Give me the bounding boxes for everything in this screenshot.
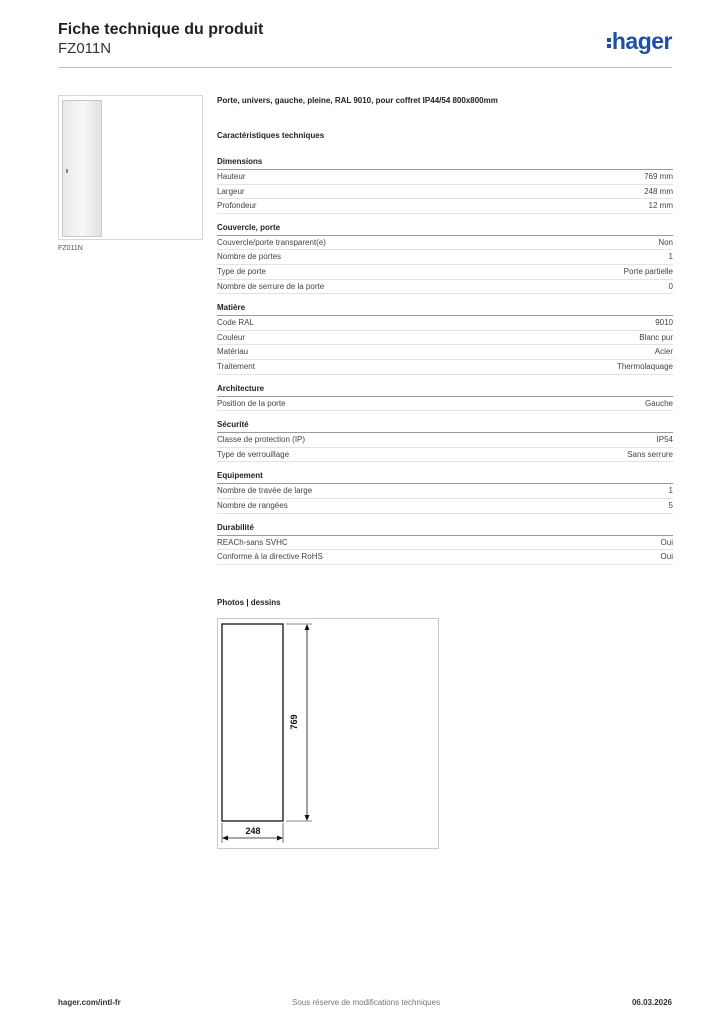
spec-group-title: Architecture <box>217 381 673 397</box>
spec-row <box>217 250 673 265</box>
width-label: 248 <box>245 826 261 836</box>
spec-value: 1 <box>668 486 673 496</box>
spec-value: 769 mm <box>644 172 673 181</box>
spec-group-title: Equipement <box>217 468 673 484</box>
product-thumbnail <box>58 95 203 240</box>
height-label: 769 <box>289 714 299 730</box>
spec-value: Oui <box>660 552 673 562</box>
spec-value: 5 <box>668 500 673 510</box>
door-image <box>62 100 102 237</box>
arrow-left-icon <box>222 836 228 841</box>
footer-website: hager.com/intl-fr <box>58 998 121 1007</box>
spec-label: Matériau <box>217 347 249 357</box>
spec-label: Traitement <box>217 361 255 371</box>
spec-value: 12 mm <box>648 201 673 211</box>
header-divider <box>58 67 672 68</box>
spec-group <box>217 468 673 513</box>
spec-row <box>217 360 673 375</box>
spec-group-title: Durabilité <box>217 520 673 536</box>
footer-notice: Sous réserve de modifications techniques <box>292 998 441 1007</box>
spec-value: 248 mm <box>644 186 673 196</box>
dimension-drawing <box>217 618 439 849</box>
spec-group-title: Sécurité <box>217 417 673 433</box>
spec-label: Type de porte <box>217 266 266 276</box>
spec-row <box>217 265 673 280</box>
spec-group <box>217 220 673 294</box>
spec-label: Nombre de portes <box>217 252 282 262</box>
spec-label: Largeur <box>217 186 245 196</box>
product-reference: FZ011N <box>58 40 112 57</box>
spec-row <box>217 236 673 251</box>
photos-title: Photos | dessins <box>217 598 281 607</box>
spec-label: REACh-sans SVHC <box>217 537 288 547</box>
product-description: Porte, univers, gauche, pleine, RAL 9010, pour coffret IP44/54 800x800mm <box>217 96 498 105</box>
door-outline <box>222 624 283 821</box>
spec-row <box>217 331 673 346</box>
spec-value: Porte partielle <box>623 266 673 276</box>
spec-table <box>217 154 673 571</box>
arrow-up-icon <box>305 624 310 630</box>
spec-label: Nombre de travée de large <box>217 486 313 496</box>
spec-value: Non <box>658 237 673 247</box>
spec-value: 0 <box>668 281 673 291</box>
spec-value: Oui <box>660 537 673 547</box>
spec-row <box>217 433 673 448</box>
spec-value: Blanc pur <box>639 332 673 342</box>
spec-label: Couvercle/porte transparent(e) <box>217 237 326 247</box>
spec-value: Thermolaquage <box>616 361 673 371</box>
page-title: Fiche technique du produit <box>58 21 264 38</box>
thumbnail-caption: FZ011N <box>58 245 83 252</box>
spec-row <box>217 170 673 185</box>
door-dimension-svg <box>218 619 440 850</box>
spec-row <box>217 185 673 200</box>
spec-row <box>217 316 673 331</box>
section-title: Caractéristiques techniques <box>217 131 325 140</box>
spec-value: 9010 <box>655 318 673 328</box>
spec-label: Hauteur <box>217 172 246 181</box>
spec-value: Gauche <box>644 398 673 408</box>
spec-group-title: Couvercle, porte <box>217 220 673 236</box>
hager-logo: hager <box>607 28 672 55</box>
footer-date: 06.03.2026 <box>631 998 672 1007</box>
spec-row <box>217 199 673 214</box>
spec-label: Classe de protection (IP) <box>217 435 306 445</box>
spec-label: Couleur <box>217 332 246 342</box>
spec-row <box>217 499 673 514</box>
spec-row <box>217 397 673 412</box>
spec-group <box>217 154 673 214</box>
spec-value: 1 <box>668 252 673 262</box>
spec-label: Conforme à la directive RoHS <box>217 552 323 562</box>
spec-group <box>217 381 673 412</box>
spec-row <box>217 280 673 295</box>
spec-row <box>217 550 673 565</box>
spec-label: Type de verrouillage <box>217 449 290 459</box>
spec-group-title: Matière <box>217 300 673 316</box>
spec-row <box>217 448 673 463</box>
spec-value: IP54 <box>656 435 673 445</box>
spec-value: Sans serrure <box>627 449 673 459</box>
spec-group-title: Dimensions <box>217 154 673 170</box>
spec-value: Acier <box>654 347 673 357</box>
spec-group <box>217 300 673 374</box>
spec-label: Code RAL <box>217 318 254 328</box>
arrow-right-icon <box>277 836 283 841</box>
spec-group <box>217 520 673 565</box>
spec-label: Position de la porte <box>217 398 286 408</box>
spec-row <box>217 536 673 551</box>
spec-label: Nombre de rangées <box>217 500 288 510</box>
logo-dots-icon <box>607 36 611 50</box>
arrow-down-icon <box>305 815 310 821</box>
spec-row <box>217 345 673 360</box>
spec-row <box>217 484 673 499</box>
spec-label: Nombre de serrure de la porte <box>217 281 325 291</box>
spec-label: Profondeur <box>217 201 257 211</box>
spec-group <box>217 417 673 462</box>
